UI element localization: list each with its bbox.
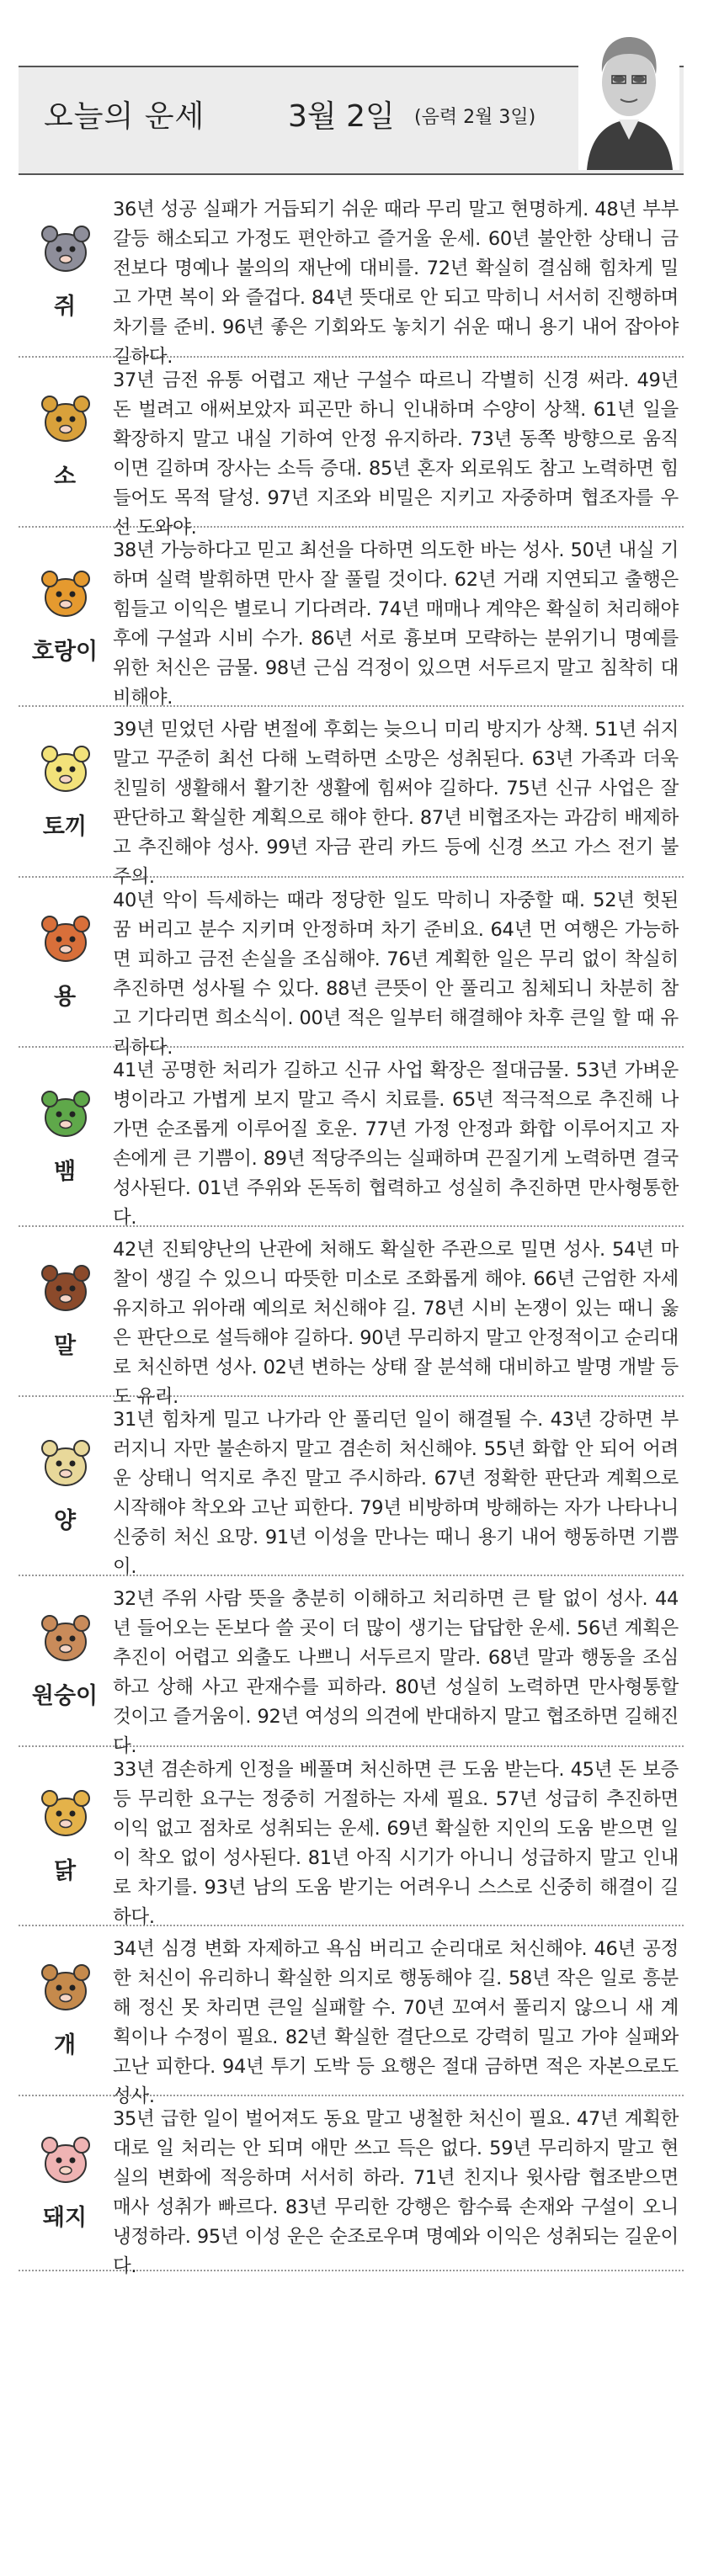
- zodiac-animal: [19, 1048, 111, 1225]
- fortune-text: 42년 진퇴양난의 난관에 처해도 확실한 주관으로 밀면 성사. 54년 마찰이 생길 수 있으니 따뜻한 미소로 조화롭게 해야. 66년 근엄한 자세 유지하고 위아래 예의로 처신해야 길. 78년 시비 논쟁이 있는 때니 옳은 판단으로 설득해야 길하다. 90년 무리하지 말고 안정적이고 순리대로 처신하면 성사. 02년 변하는 상태 잘 분석해 대비하고 발명 개발 등도 유리.: [113, 1239, 679, 1408]
- snake-icon: [37, 1086, 94, 1143]
- rooster-icon: [37, 1785, 94, 1842]
- zodiac-animal: [19, 2096, 111, 2270]
- fortune-text: 31년 힘차게 밀고 나가라 안 풀리던 일이 해결될 수. 43년 강하면 부러지니 자만 불손하지 말고 겸손히 처신해야. 55년 화합 안 되어 어려운 상태니 억지로 추진 말고 주시하라. 67년 정확한 판단과 계획으로 시작해야 착오와 고난 피한다. 79년 비방하며 방해하는 자가 나타나니 신중히 처신 요망. 91년 이성을 만나는 때니 용기 내어 행동하면 기쁨이.: [113, 1409, 679, 1578]
- fortune-text: 37년 금전 유통 어렵고 재난 구설수 따르니 각별히 신경 써라. 49년 돈 벌려고 애써보았자 피곤만 하니 인내하며 수양이 상책. 61년 일을 확장하지 말고 내실 기하여 안정 유지하라. 73년 동쪽 방향으로 움직이면 길하며 장사는 소득 증대. 85년 혼자 외로워도 참고 노력하면 힘들어도 목적 달성. 97년 지조와 비밀은 지키고 자중하며 협조자를 우선 도와야.: [113, 369, 679, 539]
- fortune-row: [19, 1926, 684, 2107]
- fortune-header: [19, 66, 684, 175]
- fortune-row: [19, 878, 684, 1059]
- fortune-text: 33년 겸손하게 인정을 베풀며 처신하면 큰 도움 받는다. 45년 돈 보증 등 무리한 요구는 정중히 거절하는 자세 필요. 57년 성급히 추진하면 이익 없고 점차로 성취되는 운세. 69년 확실한 지인의 도움 받으면 일이 착오 없이 성사된다. 81년 아직 시기가 아니니 성급하지 말고 인내로 차기를. 93년 남의 도움 받기는 어려우니 스스로 신중히 해결이 길하다.: [113, 1759, 679, 1928]
- page-title: 오늘의 운세: [44, 99, 205, 134]
- ox-icon: [37, 390, 94, 448]
- zodiac-animal: [19, 878, 111, 1046]
- rat-icon: [37, 220, 94, 278]
- zodiac-animal: [19, 707, 111, 876]
- tiger-icon: [37, 566, 94, 623]
- zodiac-name: 돼지: [42, 2205, 88, 2231]
- fortune-text: 34년 심경 변화 자제하고 욕심 버리고 순리대로 처신해야. 46년 공정한 처신이 유리하니 확실한 의지로 행동해야 길. 58년 작은 일로 흥분해 정신 못 차리면 큰일 실패할 수. 70년 꼬여서 풀리지 않으니 새 계획이나 수정이 필요. 82년 확실한 결단으로 강력히 밀고 가야 실패와 고난 피한다. 94년 투기 도박 등 요행은 절대 금하면 적은 자본으로도 성사.: [113, 1938, 679, 2107]
- fortune-text: 39년 믿었던 사람 변절에 후회는 늦으니 미리 방지가 상책. 51년 쉬지 말고 꾸준히 최선 다해 노력하면 소망은 성취된다. 63년 가족과 더욱 친밀히 생활해서 활기찬 생활에 힘써야 길하다. 75년 신규 사업은 잘 판단하고 확실한 계획으로 해야 한다. 87년 비협조자는 과감히 배제하고 추진해야 성사. 99년 자금 관리 카드 등에 신경 쓰고 가스 전기 불 주의.: [113, 719, 679, 888]
- zodiac-animal: [19, 358, 111, 526]
- fortune-row: [19, 2096, 684, 2277]
- zodiac-animal: [19, 528, 111, 705]
- zodiac-animal: [19, 1747, 111, 1925]
- sheep-icon: [37, 1435, 94, 1492]
- fortune-row: [19, 1576, 684, 1757]
- zodiac-name: 용: [53, 984, 77, 1010]
- fortune-text: 40년 악이 득세하는 때라 정당한 일도 막히니 자중할 때. 52년 헛된 꿈 버리고 분수 지키며 안정하며 차기 준비요. 64년 먼 여행은 가능하면 피하고 금전 손실을 조심해야. 76년 계획한 일은 무리 없이 착실히 추진하면 성사될 수 있다. 88년 큰뜻이 안 풀리고 침체되니 차분히 참고 기다리면 희소식이. 00년 적은 일부터 해결해야 차후 큰일 할 때 유리하다.: [113, 890, 679, 1059]
- fortune-row: [19, 1227, 684, 1408]
- fortune-text: 41년 공명한 처리가 길하고 신규 사업 확장은 절대금물. 53년 가벼운 병이라고 가볍게 보지 말고 즉시 치료를. 65년 적극적으로 추진해 나가면 순조롭게 이루어질 호운. 77년 가정 안정과 화합 이루어지고 자손에게 큰 기쁨이. 89년 적당주의는 실패하며 끈질기게 노력하면 결국 성사된다. 01년 주위와 돈독히 협력하고 성실히 추진하면 만사형통한다.: [113, 1060, 679, 1229]
- pig-icon: [37, 2132, 94, 2189]
- zodiac-name: 뱀: [53, 1158, 77, 1185]
- zodiac-name: 쥐: [53, 293, 77, 320]
- zodiac-animal: [19, 1397, 111, 1575]
- zodiac-name: 말: [53, 1333, 77, 1359]
- zodiac-name: 소: [53, 464, 77, 490]
- zodiac-animal: [19, 187, 111, 356]
- zodiac-name: 원숭이: [31, 1682, 99, 1709]
- fortune-row: [19, 528, 684, 707]
- date-label: 3월 2일: [288, 99, 395, 134]
- fortune-row: [19, 1048, 684, 1227]
- fortune-text: 35년 급한 일이 벌어져도 동요 말고 냉철한 처신이 필요. 47년 계획한 대로 일 처리는 안 되며 애만 쓰고 득은 없다. 59년 무리하지 말고 현실의 변화에 적응하며 서서히 하라. 71년 친지나 윗사람 협조받으면 매사 성취가 빠르다. 83년 무리한 강행은 함수륙 손재와 구설이 오니 냉정하라. 95년 이성 운은 순조로우며 명예와 이익은 성취되는 길운이다.: [113, 2108, 679, 2277]
- zodiac-animal: [19, 1576, 111, 1745]
- fortune-row: [19, 187, 684, 368]
- dragon-icon: [37, 911, 94, 968]
- zodiac-name: 호랑이: [31, 638, 99, 665]
- fortune-list: [19, 187, 684, 2277]
- fortune-row: [19, 1397, 684, 1576]
- dog-icon: [37, 1959, 94, 2016]
- monkey-icon: [37, 1610, 94, 1667]
- zodiac-animal: [19, 1926, 111, 2095]
- fortune-row: [19, 358, 684, 539]
- columnist-portrait: [578, 5, 679, 170]
- lunar-date-label: (음력 2월 3일): [414, 107, 536, 128]
- fortune-text: 38년 가능하다고 믿고 최선을 다하면 의도한 바는 성사. 50년 내실 기하며 실력 발휘하면 만사 잘 풀릴 것이다. 62년 거래 지연되고 출행은 힘들고 이익은 별로니 기다려라. 74년 매매나 계약은 확실히 처리해야 후에 구설과 시비 수가. 86년 서로 흉보며 모략하는 분위기니 명예를 위한 처신은 금물. 98년 근심 걱정이 있으면 서두르지 말고 침착히 대비해야.: [113, 539, 679, 709]
- rabbit-icon: [37, 741, 94, 798]
- zodiac-name: 토끼: [42, 813, 88, 840]
- fortune-text: 36년 성공 실패가 거듭되기 쉬운 때라 무리 말고 현명하게. 48년 부부 갈등 해소되고 가정도 편안하고 즐거울 운세. 60년 불안한 상태니 금전보다 명예나 불의의 재난에 대비를. 72년 확실히 결심해 힘차게 밀고 가면 복이 와 즐겁다. 84년 뜻대로 안 되고 막히니 서서히 진행하며 차기를 준비. 96년 좋은 기회와도 놓치기 쉬운 때니 용기 내어 잡아야 길하다.: [113, 199, 679, 368]
- zodiac-name: 닭: [53, 1857, 77, 1884]
- fortune-row: [19, 1747, 684, 1926]
- horse-icon: [37, 1260, 94, 1317]
- fortune-row: [19, 707, 684, 888]
- fortune-text: 32년 주위 사람 뜻을 충분히 이해하고 처리하면 큰 탈 없이 성사. 44년 들어오는 돈보다 쓸 곳이 더 많이 생기는 답답한 운세. 56년 계획은 추진이 어렵고 외출도 나쁘니 서두르지 말라. 68년 말과 행동을 조심하고 상해 사고 관재수를 피하라. 80년 성실히 노력하면 만사형통할 것이고 즐거움이. 92년 여성의 의견에 반대하지 말고 협조하면 길해진다.: [113, 1588, 679, 1757]
- zodiac-name: 개: [53, 2032, 77, 2058]
- zodiac-name: 양: [53, 1507, 77, 1534]
- zodiac-animal: [19, 1227, 111, 1395]
